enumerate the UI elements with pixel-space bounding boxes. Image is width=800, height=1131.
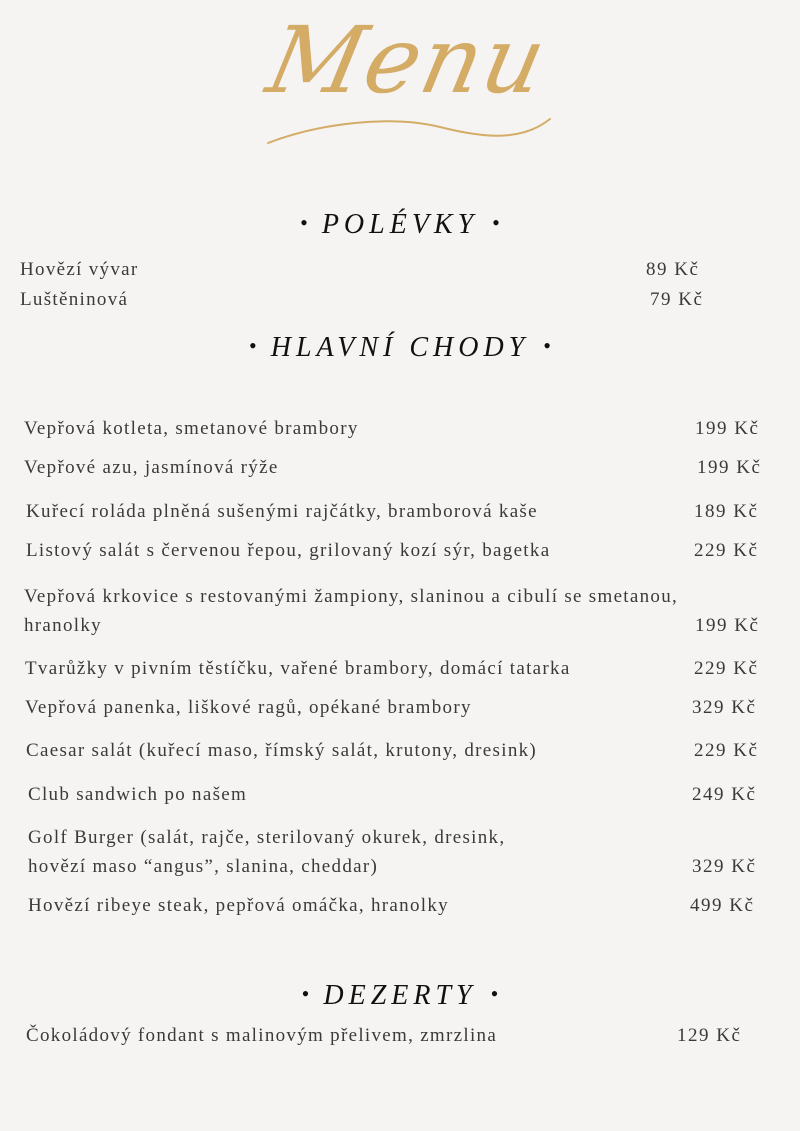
bullet-icon: • [249,333,257,358]
menu-item-price: 199 Kč [697,457,762,478]
menu-item-name-line1: Vepřová krkovice s restovanými žampiony, slaninou a cibulí se smetanou, [24,586,679,607]
menu-item-price: 229 Kč [694,540,759,561]
menu-item-price: 129 Kč [677,1025,742,1046]
menu-item-price: 229 Kč [694,658,759,679]
menu-item-name: Luštěninová [20,289,129,310]
menu-item-price: 189 Kč [694,501,759,522]
menu-item-price: 499 Kč [690,895,755,916]
menu-item-price: 79 Kč [650,289,704,310]
menu-item-price: 199 Kč [695,615,760,636]
menu-item-name: Kuřecí roláda plněná sušenými rajčátky, bramborová kaše [26,501,538,522]
menu-item-name: Tvarůžky v pivním těstíčku, vařené brambory, domácí tatarka [25,658,571,679]
menu-item-name: Hovězí vývar [20,259,139,280]
menu-item-name: Čokoládový fondant s malinovým přelivem, zmrzlina [26,1025,498,1046]
menu-item-price: 229 Kč [694,740,759,761]
menu-item-name-line1: Golf Burger (salát, rajče, sterilovaný okurek, dresink, [28,827,506,848]
menu-item-name: Hovězí ribeye steak, pepřová omáčka, hranolky [28,895,449,916]
menu-title-block [258,7,560,155]
menu-item-name: Vepřová kotleta, smetanové brambory [24,418,359,439]
bullet-icon: • [300,210,308,235]
section-heading-dezerty: • DEZERTY • [301,980,499,1011]
menu-item-price: 249 Kč [692,784,757,805]
menu-title: Menu [258,7,557,114]
menu-item-name: Caesar salát (kuřecí maso, římský salát, krutony, dresink) [26,740,538,761]
bullet-icon: • [543,333,551,358]
menu-item-name: Vepřová panenka, liškové ragů, opékané brambory [25,697,472,718]
bullet-icon: • [492,210,500,235]
section-heading-polevky: • POLÉVKY • [300,209,500,240]
section-heading-hlavni-chody: • HLAVNÍ CHODY • [249,332,551,363]
menu-item-name-line2: hovězí maso “angus”, slanina, cheddar) [28,856,379,877]
menu-item-price: 329 Kč [692,697,757,718]
menu-item-price: 329 Kč [692,856,757,877]
menu-item-price: 89 Kč [646,259,700,280]
menu-item-name: Club sandwich po našem [28,784,248,805]
bullet-icon: • [301,981,310,1006]
bullet-icon: • [490,981,499,1006]
menu-item-name-line2: hranolky [24,615,102,636]
menu-item-name: Listový salát s červenou řepou, grilovaný kozí sýr, bagetka [26,540,551,561]
menu-item-name: Vepřové azu, jasmínová rýže [24,457,279,478]
menu-item-price: 199 Kč [695,418,760,439]
